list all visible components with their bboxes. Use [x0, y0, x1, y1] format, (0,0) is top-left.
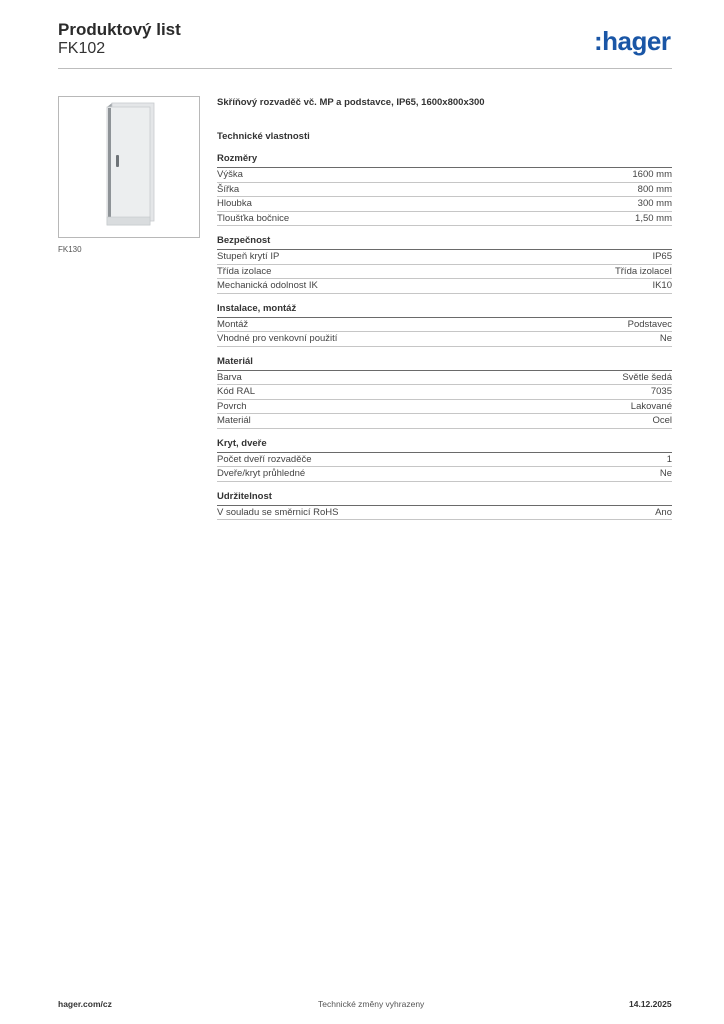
spec-label: Třída izolace	[217, 265, 272, 277]
footer-date: 14.12.2025	[629, 999, 672, 1009]
spec-label: Počet dveří rozvaděče	[217, 453, 312, 465]
header-divider	[58, 68, 672, 69]
spec-row	[217, 168, 672, 183]
spec-group	[217, 491, 672, 521]
spec-label: Materiál	[217, 415, 251, 426]
spec-group-title: Kryt, dveře	[217, 438, 672, 453]
spec-value: 7035	[650, 386, 672, 397]
spec-group-title: Bezpečnost	[217, 235, 672, 250]
spec-group	[217, 235, 672, 294]
spec-group-title: Udržitelnost	[217, 491, 672, 506]
spec-row	[217, 279, 672, 294]
footer-note: Technické změny vyhrazeny	[318, 999, 425, 1009]
spec-label: Výška	[217, 169, 243, 180]
image-caption: FK130	[58, 245, 82, 254]
spec-label: Kód RAL	[217, 386, 256, 397]
spec-value: IK10	[652, 280, 672, 291]
spec-label: Tloušťka bočnice	[217, 212, 290, 224]
spec-group-title: Instalace, montáž	[217, 303, 672, 318]
spec-row	[217, 197, 672, 212]
spec-row	[217, 506, 672, 521]
spec-value: 1	[666, 453, 672, 465]
spec-value: 1600 mm	[632, 169, 672, 180]
product-code: FK102	[58, 40, 106, 57]
spec-row	[217, 414, 672, 429]
spec-row	[217, 467, 672, 482]
spec-value: Lakované	[630, 400, 672, 412]
spec-group	[217, 438, 672, 482]
spec-row	[217, 265, 672, 280]
spec-row	[217, 332, 672, 347]
spec-value: Ocel	[652, 415, 672, 426]
spec-row	[217, 400, 672, 415]
spec-value: Třída izolaceI	[614, 265, 672, 277]
spec-value: 1,50 mm	[635, 212, 672, 224]
spec-value: 300 mm	[637, 198, 672, 209]
spec-label: Stupeň krytí IP	[217, 251, 280, 262]
spec-content	[217, 96, 672, 520]
spec-label: Šířka	[217, 183, 240, 195]
spec-group-title: Rozměry	[217, 153, 672, 168]
page-title: Produktový list	[58, 20, 181, 39]
spec-row	[217, 183, 672, 198]
product-image	[58, 96, 200, 238]
spec-label: Vhodné pro venkovní použití	[217, 333, 338, 344]
spec-label: Hloubka	[217, 198, 252, 209]
product-description: Skříňový rozvaděč vč. MP a podstavce, IP65, 1600x800x300	[217, 97, 485, 108]
spec-row	[217, 212, 672, 227]
spec-label: V souladu se směrnicí RoHS	[217, 506, 339, 518]
cabinet-image	[59, 97, 199, 237]
spec-label: Montáž	[217, 318, 249, 330]
spec-label: Dveře/kryt průhledné	[217, 468, 306, 479]
spec-group	[217, 153, 672, 226]
spec-value: Světle šedá	[622, 371, 672, 383]
spec-label: Povrch	[217, 400, 247, 412]
spec-label: Barva	[217, 371, 242, 383]
spec-value: IP65	[652, 251, 672, 262]
specs-heading: Technické vlastnosti	[217, 131, 310, 142]
spec-group	[217, 303, 672, 347]
spec-groups	[217, 153, 672, 520]
spec-value: 800 mm	[637, 183, 672, 195]
spec-group-title: Materiál	[217, 356, 672, 371]
spec-label: Mechanická odolnost IK	[217, 280, 318, 291]
spec-row	[217, 371, 672, 386]
spec-row	[217, 250, 672, 265]
spec-value: Podstavec	[627, 318, 672, 330]
spec-row	[217, 453, 672, 468]
footer-website[interactable]: hager.com/cz	[58, 999, 112, 1009]
spec-value: Ano	[655, 506, 672, 518]
spec-row	[217, 385, 672, 400]
hager-logo: :hager	[594, 26, 671, 56]
spec-row	[217, 318, 672, 333]
spec-value: Ne	[659, 468, 672, 479]
spec-value: Ne	[659, 333, 672, 344]
spec-group	[217, 356, 672, 429]
